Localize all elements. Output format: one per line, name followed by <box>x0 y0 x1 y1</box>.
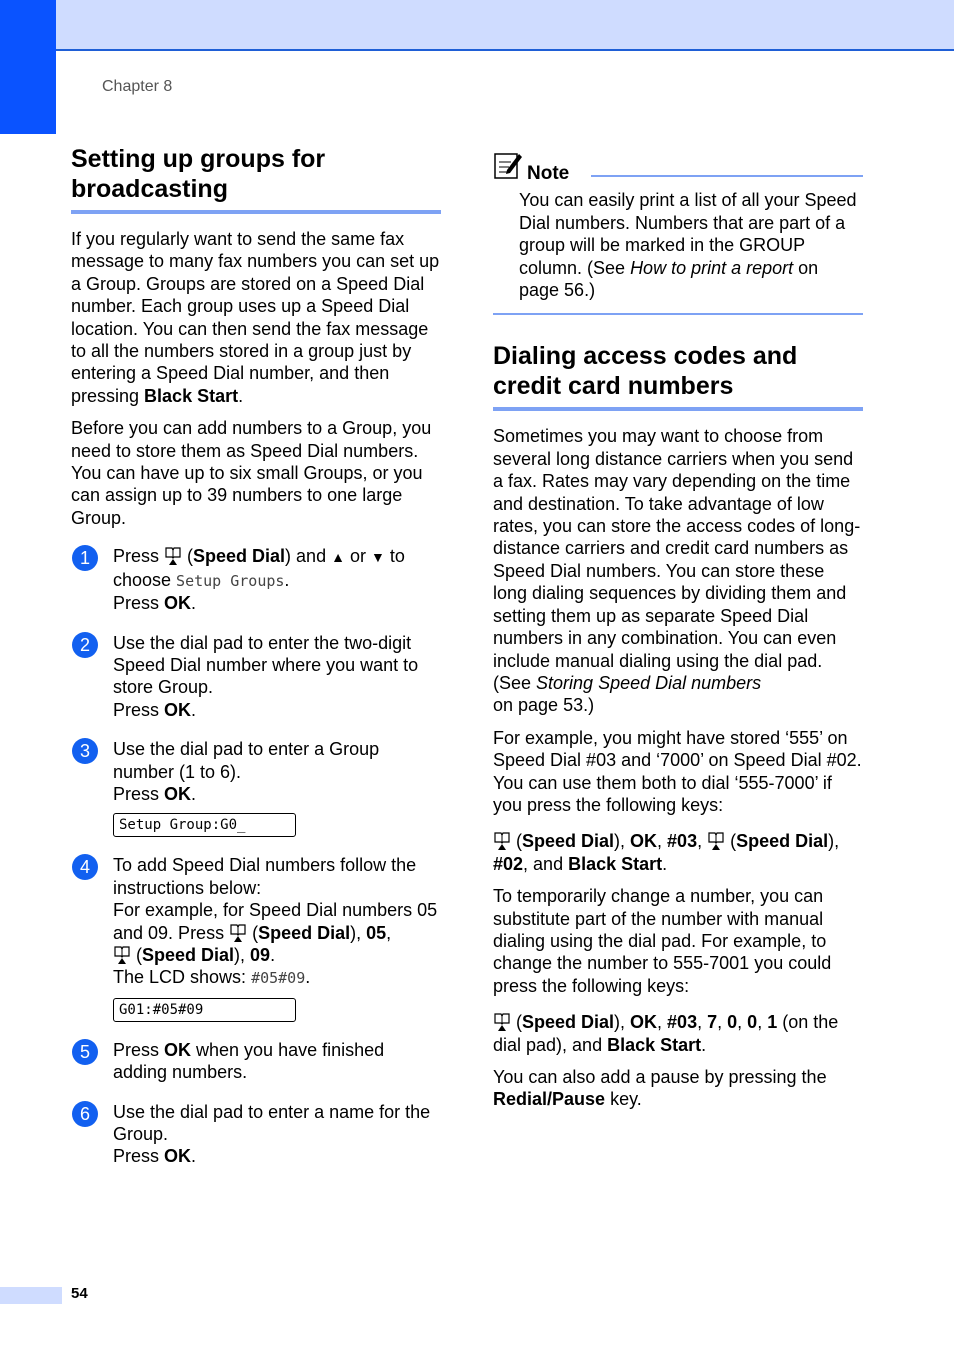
key-sequence-1: (Speed Dial), OK, #03, (Speed Dial), #02, and Black Start. <box>493 831 840 874</box>
up-arrow-icon: ▲ <box>331 549 345 566</box>
section-title-groups: Setting up groups for broadcasting <box>71 144 441 214</box>
step-number-badge: 6 <box>72 1101 98 1127</box>
step-number-badge: 5 <box>72 1039 98 1065</box>
speed-dial-book-icon <box>707 831 725 851</box>
left-column <box>71 144 441 1185</box>
step-list <box>71 545 441 1168</box>
access-example-paragraph: For example, you might have stored ‘555’ on Speed Dial #03 and ‘7000’ on Speed Dial #02. You can use them both to dial ‘555-7000’ if you press the following keys: <box>493 727 862 815</box>
step-number-badge: 1 <box>72 545 98 571</box>
access-intro-paragraph: Sometimes you may want to choose from several long distance carriers when you send a fax. Rates may vary depending on the time and destination. To take advantage of low rates, you can store the access codes of long-distance carriers and credit card numbers as Speed Dial numbers. You can store these long dialing sequences by dividing them and setting them up as separate Speed Dial numbers in any combination. You can even include manual dialing using the dial pad. (See Storing Speed Dial numbers on page 53.) <box>493 426 861 716</box>
speed-dial-book-icon <box>493 831 511 851</box>
lcd-inline-text: Setup Groups <box>176 571 285 590</box>
right-column <box>493 150 863 1111</box>
groups-intro-paragraph: If you regularly want to send the same fax message to many fax numbers you can set up a Group. Groups are stored on a Speed Dial number. Each group uses up a Speed Dial location. You can then send the fax message to all the numbers stored in a group just by entering a Speed Dial number, and then pressing Black Start. <box>71 229 440 406</box>
page-number: 54 <box>71 1285 88 1302</box>
speed-dial-book-icon <box>113 945 131 965</box>
note-header <box>493 150 863 185</box>
lcd-inline-text: #05#09 <box>251 969 306 988</box>
step-number-badge: 4 <box>72 854 98 880</box>
step-number-badge: 3 <box>72 738 98 764</box>
section-title-access-codes: Dialing access codes and credit card numbers <box>493 341 863 411</box>
step-2: 2 Use the dial pad to enter the two-digit Speed Dial number where you want to store Group. Press OK. <box>71 632 441 722</box>
step-number-badge: 2 <box>72 632 98 658</box>
note-rule <box>591 175 863 177</box>
note-title: Note <box>527 163 570 184</box>
groups-prereq-paragraph: Before you can add numbers to a Group, you need to store them as Speed Dial numbers. You can have up to six small Groups, or you can assign up to 39 numbers to one large Group. <box>71 418 432 528</box>
lcd-display: Setup Group:G0_ <box>113 813 296 837</box>
note-body: You can easily print a list of all your Speed Dial numbers. Numbers that are part of a group will be marked in the GROUP column. (See How to print a report on page 56.) <box>493 189 863 315</box>
step-4: 4 To add Speed Dial numbers follow the instructions below: For example, for Speed Dial numbers 05 and 09. Press (Speed Dial), 05, (Speed Dial), 09. The LCD shows: #05#09. G01:#05#09 <box>71 854 441 1021</box>
header-band <box>0 0 954 51</box>
chapter-label: Chapter 8 <box>102 78 173 95</box>
step-3: 3 Use the dial pad to enter a Group number (1 to 6). Press OK. Setup Group:G0_ <box>71 738 441 837</box>
lcd-display: G01:#05#09 <box>113 998 296 1022</box>
substitute-paragraph: To temporarily change a number, you can substitute part of the number with manual dialing using the dial pad. For example, to change the number to 555-7001 you could press the following keys: <box>493 886 832 996</box>
step-6: 6 Use the dial pad to enter a name for the Group. Press OK. <box>71 1101 441 1168</box>
page-number-tab <box>0 1287 62 1304</box>
step-1: 1 Press (Speed Dial) and ▲ or ▼ to choose Setup Groups. Press OK. <box>71 545 441 614</box>
pause-paragraph: You can also add a pause by pressing the Redial/Pause key. <box>493 1067 827 1110</box>
speed-dial-book-icon <box>229 923 247 943</box>
key-sequence-2: (Speed Dial), OK, #03, 7, 0, 0, 1 (on the dial pad), and Black Start. <box>493 1012 839 1055</box>
chapter-tab <box>0 0 56 134</box>
note-pencil-icon <box>493 150 523 185</box>
speed-dial-book-icon <box>493 1012 511 1032</box>
speed-dial-book-icon <box>164 546 182 566</box>
step-5: 5 Press OK when you have finished adding numbers. <box>71 1039 441 1084</box>
down-arrow-icon: ▼ <box>370 549 385 566</box>
